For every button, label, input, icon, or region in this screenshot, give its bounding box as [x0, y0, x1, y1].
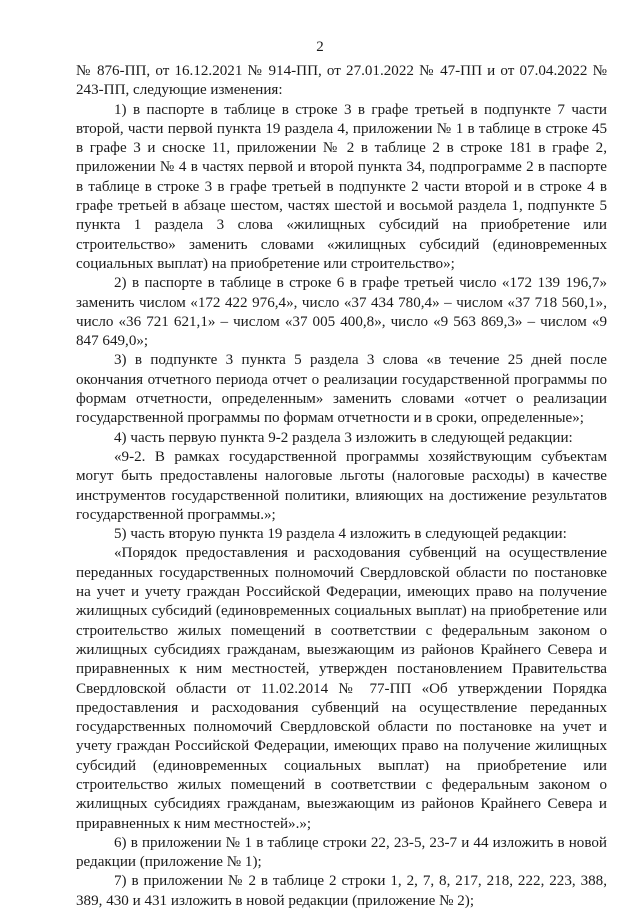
paragraph-item-2: 2) в паспорте в таблице в строке 6 в графе третьей число «172 139 196,7» заменить числом «172 422 976,4», число «37 434 780,4» – числом «37 718 560,1», число «36 721 621,1» – числом «37 005 400,8», число «9 563 869,3» – числом «9 847 649,0»; [76, 275, 607, 350]
paragraph-item-3: 3) в подпункте 3 пункта 5 раздела 3 слова «в течение 25 дней после окончания отчетного периода отчет о реализации государственной программы по формам отчетности, определенным» заменить словами «отчет о реализации государственной программы по формам отчетности и в сроки, определенные»; [76, 352, 607, 427]
document-body [76, 62, 607, 911]
paragraph-item-1: 1) в паспорте в таблице в строке 3 в графе третьей в подпункте 7 части второй, части первой пункта 19 раздела 4, приложении № 1 в таблице в строке 45 в графе 3 и сноске 11, приложении № 2 в таблице 2 в строке 181 в графе 2, приложении № 4 в частях первой и второй пункта 34, подпрограмме 2 в паспорте в таблице в строке 3 в графе третьей в подпункте 2 части второй и в строке 4 в графе третьей в абзаце шестом, частях шестой и восьмой раздела 1, подпункте 5 пункта 1 раздела 3 слова «жилищных субсидий на приобретение или строительство» заменить словами «жилищных субсидий (единовременных социальных выплат) на приобретение или строительство»; [76, 101, 607, 272]
paragraph-intro: № 876-ПП, от 16.12.2021 № 914-ПП, от 27.01.2022 № 47-ПП и от 07.04.2022 № 243-ПП, следующие изменения: [76, 63, 607, 99]
paragraph-item-5: 5) часть вторую пункта 19 раздела 4 изложить в следующей редакции: [114, 526, 567, 543]
paragraph-item-4-quote: «9-2. В рамках государственной программы хозяйствующим субъектам могут быть предоставлены налоговые льготы (налоговые расходы) в качестве инструментов государственной политики, влияющих на достижение результатов государственной программы.»; [76, 448, 607, 523]
page-number: 2 [316, 39, 324, 55]
paragraph-item-6: 6) в приложении № 1 в таблице строки 22, 23-5, 23-7 и 44 изложить в новой редакции (приложение № 1); [76, 834, 607, 871]
paragraph-item-4: 4) часть первую пункта 9-2 раздела 3 изложить в следующей редакции: [114, 429, 573, 446]
paragraph-item-7: 7) в приложении № 2 в таблице 2 строки 1, 2, 7, 8, 217, 218, 222, 223, 388, 389, 430 и 431 изложить в новой редакции (приложение № 2); [76, 873, 607, 909]
paragraph-item-5-quote: «Порядок предоставления и расходования субвенций на осуществление переданных государственных полномочий Свердловской области по постановке на учет и учету граждан Российской Федерации, имеющих право на получение жилищных субсидий (единовременных социальных выплат) на приобретение или строительство жилых помещений в соответствии с федеральным законом о жилищных субсидиях гражданам, выезжающим из районов Крайнего Севера и приравненных к ним местностей, утвержден постановлением Правительства Свердловской области от 11.02.2014 № 77-ПП «Об утверждении Порядка предоставления и расходования субвенций на осуществление переданных государственных полномочий Свердловской области по постановке на учет и учету граждан Российской Федерации, имеющих право на получение жилищных субсидий (единовременных социальных выплат) на приобретение или строительство жилых помещений в соответствии с федеральным законом о жилищных субсидиях гражданам, выезжающим из районов Крайнего Севера и приравненных к ним местностей».»; [76, 545, 607, 832]
